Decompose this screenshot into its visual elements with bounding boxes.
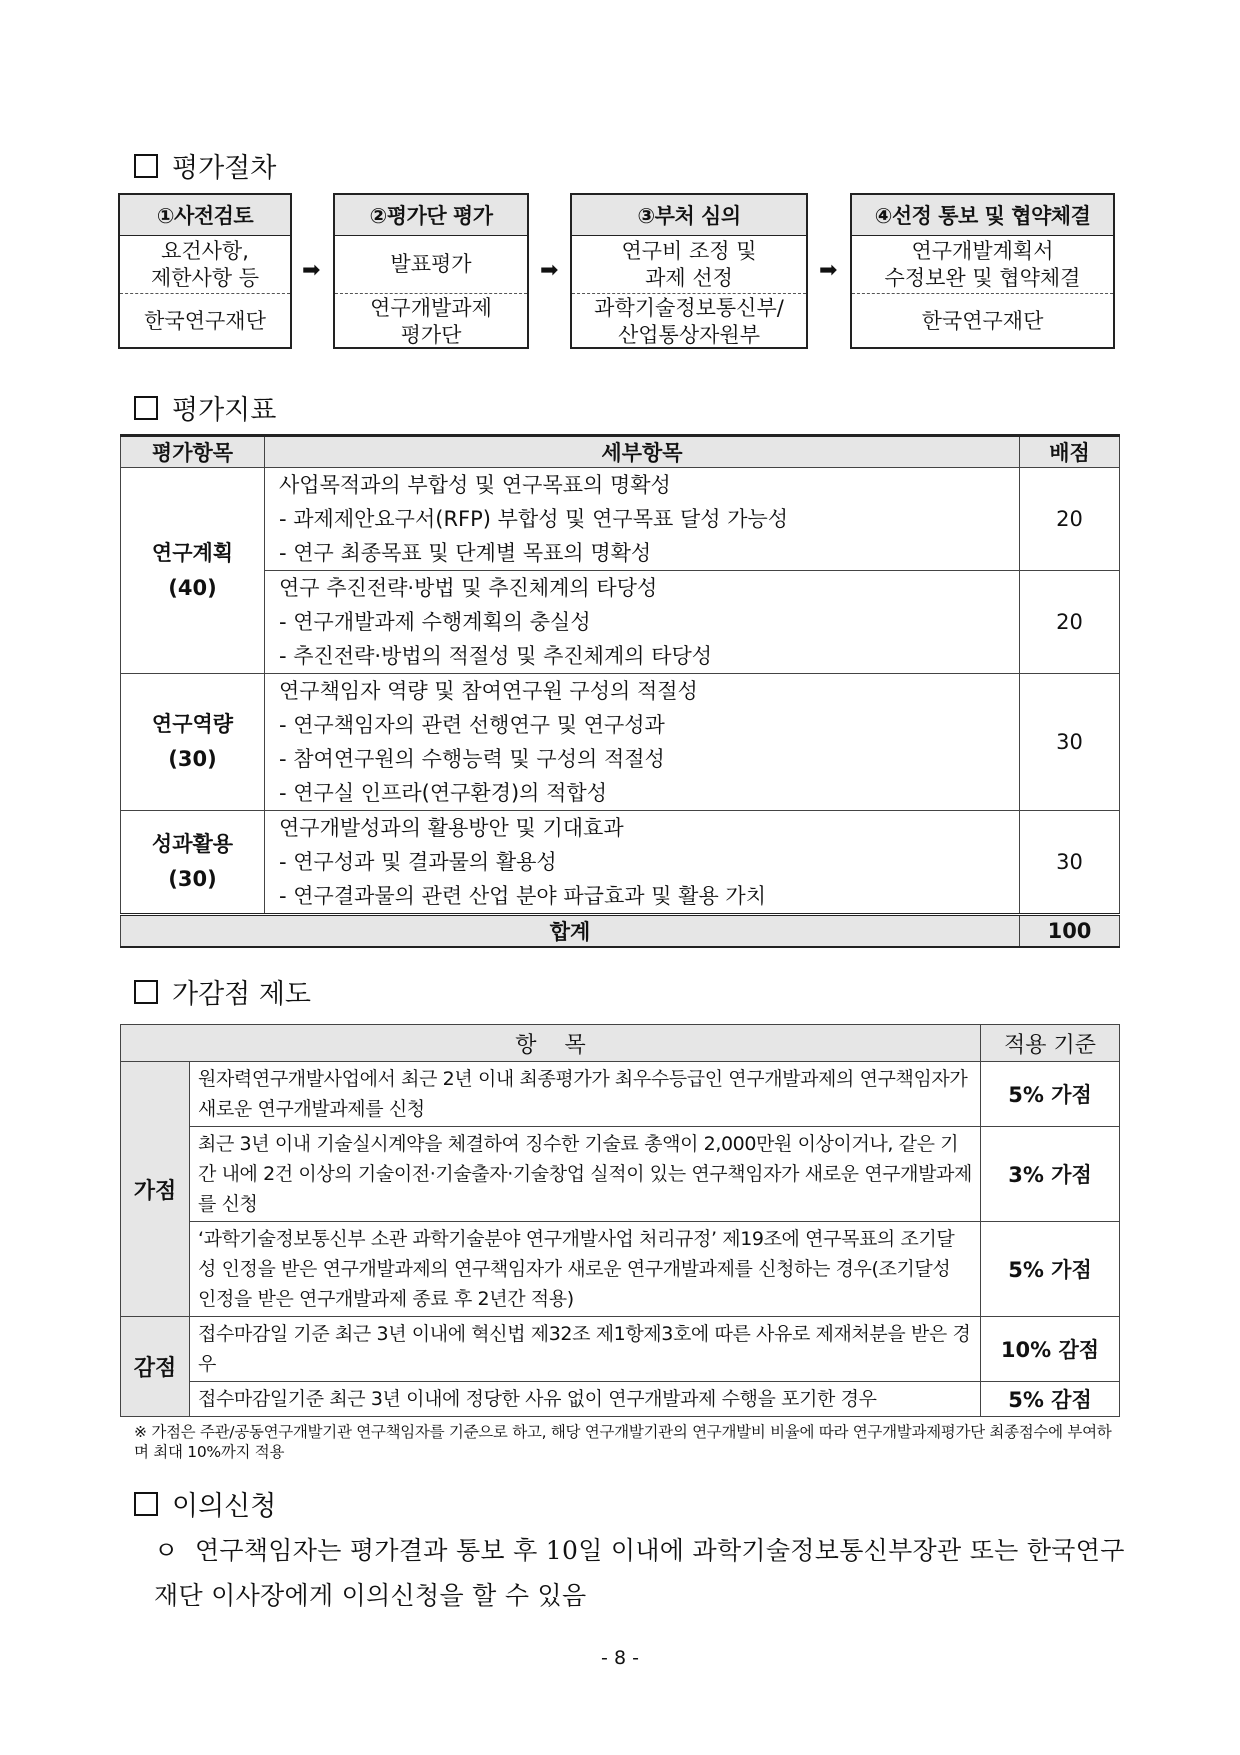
category-cell: 연구계획 (40) [121, 468, 265, 674]
table-row [121, 1062, 1120, 1127]
bullet-icon: ㅇ [154, 1536, 179, 1565]
detail-cell: 사업목적과의 부합성 및 연구목표의 명확성 - 과제제안요구서(RFP) 부합성 및 연구목표 달성 가능성 - 연구 최종목표 및 단계별 목표의 명확성 [265, 468, 1020, 571]
applied-value: 10% 감점 [981, 1317, 1120, 1382]
step-owner: 연구개발과제 평가단 [370, 295, 492, 347]
col-header-detail: 세부항목 [265, 436, 1020, 468]
footnote: ※ 가점은 주관/공동연구개발기관 연구책임자를 기준으로 하고, 해당 연구개발기관의 연구개발비 비율에 따라 연구개발과제평가단 최종점수에 부여하며 최대 10%까지 적용 [134, 1423, 1112, 1461]
step-owner: 과학기술정보통신부/ 산업통상자원부 [594, 295, 784, 347]
step-task: 발표평가 [335, 236, 527, 294]
section-title-criteria [134, 388, 276, 427]
step-task: 요건사항, 제한사항 등 [120, 236, 290, 294]
step-header: ④선정 통보 및 협약체결 [852, 195, 1113, 236]
group-label-plus: 가점 [121, 1062, 190, 1317]
process-step-1 [118, 193, 292, 349]
step-task: 연구개발계획서 수정보완 및 협약체결 [852, 236, 1113, 294]
col-header-item: 평가항목 [121, 436, 265, 468]
table-row [121, 1222, 1120, 1317]
step-owner: 한국연구재단 [921, 309, 1044, 333]
arrow-right-icon: ➡ [540, 258, 559, 283]
detail-cell: 연구책임자 역량 및 참여연구원 구성의 적절성 - 연구책임자의 관련 선행연구 및 연구성과 - 참여연구원의 수행능력 및 구성의 적절성 - 연구실 인프라(연구환경)의 적합성 [265, 674, 1020, 811]
total-label: 합계 [121, 915, 1020, 948]
applied-value: 5% 가점 [981, 1222, 1120, 1317]
table-row [121, 811, 1120, 915]
score-cell: 20 [1020, 468, 1120, 571]
process-step-3 [570, 193, 808, 349]
score-cell: 30 [1020, 811, 1120, 915]
applied-value: 5% 감점 [981, 1382, 1120, 1417]
detail-cell: 연구개발성과의 활용방안 및 기대효과 - 연구성과 및 결과물의 활용성 - 연구결과물의 관련 산업 분야 파급효과 및 활용 가치 [265, 811, 1020, 915]
process-step-4 [850, 193, 1115, 349]
appeal-text: 연구책임자는 평가결과 통보 후 10일 이내에 과학기술정보통신부장관 또는 한국연구재단 이사장에게 이의신청을 할 수 있음 [154, 1536, 1125, 1610]
table-row [121, 1317, 1120, 1382]
section-title-text: 평가절차 [172, 153, 277, 184]
criteria-table [120, 434, 1120, 948]
arrow-right-icon: ➡ [819, 258, 838, 283]
checkbox-square-icon [134, 1492, 158, 1516]
col-header-score: 배점 [1020, 436, 1120, 468]
section-title-procedure [134, 146, 276, 185]
appeal-paragraph [154, 1528, 1144, 1618]
group-label-minus: 감점 [121, 1317, 190, 1417]
item-description: 원자력연구개발사업에서 최근 2년 이내 최종평가가 최우수등급인 연구개발과제의 연구책임자가 새로운 연구개발과제를 신청 [190, 1062, 981, 1127]
step-header: ②평가단 평가 [335, 195, 527, 236]
step-header: ①사전검토 [120, 195, 290, 236]
applied-value: 5% 가점 [981, 1062, 1120, 1127]
item-description: 최근 3년 이내 기술실시계약을 체결하여 징수한 기술료 총액이 2,000만원 이상이거나, 같은 기간 내에 2건 이상의 기술이전·기술출자·기술창업 실적이 있는 연구책임자가 새로운 연구개발과제를 신청 [190, 1127, 981, 1222]
section-title-text: 평가지표 [172, 395, 277, 426]
section-title-text: 가감점 제도 [172, 979, 311, 1010]
bonus-table [120, 1024, 1120, 1417]
step-task: 연구비 조정 및 과제 선정 [572, 236, 806, 294]
checkbox-square-icon [134, 396, 158, 420]
total-row [121, 915, 1120, 948]
process-step-2 [333, 193, 529, 349]
category-cell: 연구역량 (30) [121, 674, 265, 811]
item-description: ‘과학기술정보통신부 소관 과학기술분야 연구개발사업 처리규정’ 제19조에 연구목표의 조기달성 인정을 받은 연구개발과제의 연구책임자가 새로운 연구개발과제를 신청하는 경우(조기달성 인정을 받은 연구개발과제 종료 후 2년간 적용) [190, 1222, 981, 1317]
section-title-bonus [134, 972, 311, 1011]
category-cell: 성과활용 (30) [121, 811, 265, 915]
table-row [121, 468, 1120, 571]
table-row [121, 1382, 1120, 1417]
table-row [121, 1127, 1120, 1222]
score-cell: 30 [1020, 674, 1120, 811]
section-title-appeal [134, 1484, 276, 1523]
applied-value: 3% 가점 [981, 1127, 1120, 1222]
score-cell: 20 [1020, 571, 1120, 674]
detail-cell: 연구 추진전략·방법 및 추진체계의 타당성 - 연구개발과제 수행계획의 충실성 - 추진전략·방법의 적절성 및 추진체계의 타당성 [265, 571, 1020, 674]
col-header-item: 항 목 [121, 1025, 981, 1062]
table-row [121, 674, 1120, 811]
checkbox-square-icon [134, 154, 158, 178]
table-row [121, 571, 1120, 674]
col-header-criteria: 적용 기준 [981, 1025, 1120, 1062]
checkbox-square-icon [134, 980, 158, 1004]
arrow-right-icon: ➡ [302, 258, 321, 283]
page-number: - 8 - [601, 1647, 639, 1669]
step-owner: 한국연구재단 [144, 309, 266, 333]
item-description: 접수마감일 기준 최근 3년 이내에 혁신법 제32조 제1항제3호에 따른 사유로 제재처분을 받은 경우 [190, 1317, 981, 1382]
total-score: 100 [1020, 915, 1120, 948]
step-header: ③부처 심의 [572, 195, 806, 236]
item-description: 접수마감일기준 최근 3년 이내에 정당한 사유 없이 연구개발과제 수행을 포기한 경우 [190, 1382, 981, 1417]
section-title-text: 이의신청 [172, 1491, 277, 1522]
